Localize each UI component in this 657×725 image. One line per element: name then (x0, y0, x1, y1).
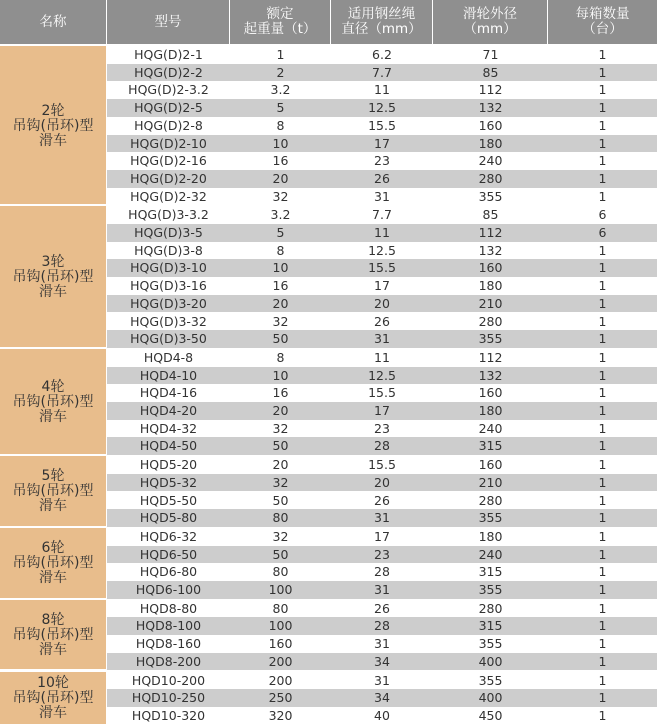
qty-per-box-cell: 1 (598, 672, 607, 688)
model-cell: HQG(D)2-1 (134, 47, 203, 62)
rated-load-cell: 80 (272, 600, 289, 616)
sheave-diameter-cell: 355 (478, 510, 503, 526)
rope-diameter-cell: 26 (374, 600, 390, 616)
rated-load-cell: 100 (268, 582, 293, 597)
rope-diameter-cell: 17 (374, 278, 390, 294)
model-cell: HQG(D)3-5 (134, 225, 203, 240)
rated-load-cell: 10 (272, 367, 289, 383)
model-cell: HQG(D)2-16 (130, 153, 207, 169)
sheave-diameter-cell: 315 (478, 618, 503, 634)
header-rope-diameter: 适用钢丝绳 直径（mm） (331, 0, 433, 45)
model-cell: HQD8-80 (139, 600, 198, 616)
model-cell: HQG(D)3-8 (134, 242, 203, 258)
rope-diameter-cell: 26 (374, 313, 390, 329)
rated-load-cell: 16 (272, 278, 289, 294)
rated-load-cell: 80 (272, 564, 289, 580)
model-cell: HQD10-250 (131, 690, 206, 706)
rope-diameter-cell: 31 (374, 510, 390, 526)
model-cell: HQG(D)3-32 (130, 313, 207, 329)
rated-load-cell: 20 (272, 295, 289, 311)
qty-per-box-cell: 1 (598, 600, 607, 616)
qty-per-box-cell: 1 (598, 135, 607, 151)
model-cell: HQG(D)2-32 (130, 188, 207, 204)
rated-load-cell: 5 (276, 100, 285, 116)
qty-per-box-cell: 1 (598, 117, 607, 133)
rated-load-cell: 50 (272, 438, 289, 454)
rated-load-cell: 2 (276, 64, 285, 80)
rope-diameter-cell: 17 (374, 403, 390, 418)
sheave-diameter-cell: 180 (478, 403, 503, 418)
sheave-diameter-cell: 400 (478, 653, 503, 669)
rated-load-cell: 3.2 (270, 82, 291, 98)
header-sheave-diameter: 滑轮外径 （mm） (433, 0, 548, 45)
qty-per-box-cell: 1 (598, 474, 607, 490)
model-cell: HQD10-200 (131, 672, 206, 688)
model-cell: HQD4-20 (139, 403, 198, 418)
qty-per-box-cell: 1 (598, 707, 607, 723)
sheave-diameter-cell: 112 (478, 82, 503, 98)
rope-diameter-cell: 26 (374, 170, 390, 186)
sheave-diameter-cell: 280 (478, 600, 503, 616)
rated-load-cell: 5 (276, 225, 285, 240)
sheave-diameter-cell: 315 (478, 438, 503, 454)
rope-diameter-cell: 40 (374, 707, 390, 723)
model-cell: HQD8-160 (135, 636, 202, 652)
rated-load-cell: 20 (272, 457, 289, 473)
rope-diameter-cell: 6.2 (372, 47, 392, 62)
rated-load-cell: 200 (268, 653, 293, 669)
rated-load-cell: 3.2 (270, 207, 291, 223)
model-cell: HQD8-200 (135, 653, 202, 669)
rope-diameter-cell: 15.5 (368, 385, 396, 401)
rope-diameter-cell: 11 (374, 349, 390, 365)
model-cell: HQG(D)3-16 (130, 278, 207, 294)
model-cell: HQD6-100 (135, 582, 202, 597)
sheave-diameter-cell: 180 (478, 528, 503, 544)
sheave-diameter-cell: 280 (478, 170, 503, 186)
rated-load-cell: 8 (276, 242, 285, 258)
rope-diameter-cell: 15.5 (368, 117, 396, 133)
model-cell: HQG(D)2-8 (134, 117, 203, 133)
model-cell: HQD5-20 (139, 457, 198, 473)
model-cell: HQD4-50 (139, 438, 198, 454)
qty-per-box-cell: 1 (598, 47, 607, 62)
qty-per-box-cell: 1 (598, 349, 607, 365)
qty-per-box-cell: 1 (598, 403, 607, 418)
qty-per-box-cell: 1 (598, 170, 607, 186)
qty-per-box-cell: 1 (598, 564, 607, 580)
sheave-diameter-cell: 355 (478, 582, 503, 597)
qty-per-box-cell: 1 (598, 420, 607, 436)
sheave-diameter-cell: 240 (478, 420, 503, 436)
rope-diameter-cell: 31 (374, 582, 390, 597)
qty-per-box-cell: 6 (598, 225, 607, 240)
header-model: 型号 (107, 0, 230, 45)
sheave-diameter-cell: 160 (478, 117, 503, 133)
rope-diameter-cell: 28 (374, 438, 390, 454)
model-cell: HQG(D)3-3.2 (128, 207, 209, 223)
model-cell: HQG(D)2-2 (134, 64, 203, 80)
qty-per-box-cell: 1 (598, 278, 607, 294)
rated-load-cell: 32 (272, 313, 289, 329)
rated-load-cell: 320 (268, 707, 293, 723)
sheave-diameter-cell: 180 (478, 278, 503, 294)
rated-load-cell: 32 (272, 528, 289, 544)
model-cell: HQG(D)2-10 (130, 135, 207, 151)
qty-per-box-cell: 1 (598, 367, 607, 383)
sheave-diameter-cell: 450 (478, 707, 503, 723)
qty-per-box-cell: 1 (598, 653, 607, 669)
model-cell: HQD5-50 (139, 492, 198, 508)
model-cell: HQD4-10 (139, 367, 198, 383)
qty-per-box-cell: 1 (598, 510, 607, 526)
rated-load-cell: 16 (272, 385, 289, 401)
sheave-diameter-cell: 315 (478, 564, 503, 580)
qty-per-box-cell: 1 (598, 242, 607, 258)
qty-per-box-cell: 1 (598, 438, 607, 454)
qty-per-box-cell: 1 (598, 528, 607, 544)
qty-per-box-cell: 1 (598, 153, 607, 169)
rope-diameter-cell: 15.5 (368, 260, 396, 276)
rated-load-cell: 20 (272, 403, 289, 418)
sheave-diameter-cell: 132 (478, 242, 503, 258)
rated-load-cell: 10 (272, 260, 289, 276)
model-cell: HQD4-32 (139, 420, 198, 436)
header-name: 名称 (0, 0, 107, 45)
sheave-diameter-cell: 280 (478, 492, 503, 508)
rated-load-cell: 20 (272, 170, 289, 186)
rope-diameter-cell: 31 (374, 672, 390, 688)
qty-per-box-cell: 1 (598, 492, 607, 508)
rope-diameter-cell: 28 (374, 564, 390, 580)
rated-load-cell: 50 (272, 492, 289, 508)
model-cell: HQD8-100 (135, 618, 202, 634)
sheave-diameter-cell: 240 (478, 546, 503, 562)
sheave-diameter-cell: 112 (478, 225, 503, 240)
qty-per-box-cell: 1 (598, 295, 607, 311)
sheave-diameter-cell: 280 (478, 313, 503, 329)
rated-load-cell: 100 (268, 618, 293, 634)
group-name-cell: 10轮 吊钩(吊环)型 滑车 (0, 672, 106, 724)
qty-per-box-cell: 1 (598, 313, 607, 329)
sheave-diameter-cell: 355 (478, 188, 503, 204)
sheave-diameter-cell: 240 (478, 153, 503, 169)
rope-diameter-cell: 23 (374, 153, 390, 169)
model-cell: HQG(D)2-5 (134, 100, 203, 116)
group-name-cell: 8轮 吊钩(吊环)型 滑车 (0, 600, 106, 670)
rope-diameter-cell: 34 (374, 653, 390, 669)
qty-per-box-cell: 1 (598, 100, 607, 116)
rope-diameter-cell: 15.5 (368, 457, 396, 473)
model-cell: HQG(D)3-50 (130, 331, 207, 347)
qty-per-box-cell: 1 (598, 331, 607, 347)
qty-per-box-cell: 1 (598, 618, 607, 634)
rope-diameter-cell: 11 (374, 82, 390, 98)
rope-diameter-cell: 34 (374, 690, 390, 706)
sheave-diameter-cell: 85 (482, 64, 499, 80)
qty-per-box-cell: 1 (598, 636, 607, 652)
model-cell: HQG(D)2-20 (130, 170, 207, 186)
rope-diameter-cell: 31 (374, 636, 390, 652)
sheave-diameter-cell: 355 (478, 672, 503, 688)
qty-per-box-cell: 1 (598, 690, 607, 706)
rated-load-cell: 50 (272, 331, 289, 347)
qty-per-box-cell: 1 (598, 64, 607, 80)
model-cell: HQD5-32 (139, 474, 198, 490)
rated-load-cell: 1 (276, 47, 285, 62)
model-cell: HQD4-16 (139, 385, 198, 401)
rope-diameter-cell: 23 (374, 420, 390, 436)
rated-load-cell: 50 (272, 546, 289, 562)
rated-load-cell: 8 (276, 349, 285, 365)
sheave-diameter-cell: 132 (478, 100, 503, 116)
sheave-diameter-cell: 400 (478, 690, 503, 706)
header-rated-load: 额定 起重量（t） (230, 0, 331, 45)
qty-per-box-cell: 6 (598, 207, 607, 223)
sheave-diameter-cell: 85 (482, 207, 499, 223)
rated-load-cell: 32 (272, 474, 289, 490)
qty-per-box-cell: 1 (598, 82, 607, 98)
qty-per-box-cell: 1 (598, 188, 607, 204)
group-name-cell: 4轮 吊钩(吊环)型 滑车 (0, 349, 106, 454)
sheave-diameter-cell: 210 (478, 474, 503, 490)
model-cell: HQD6-32 (139, 528, 198, 544)
rated-load-cell: 200 (268, 672, 293, 688)
rope-diameter-cell: 12.5 (368, 242, 396, 258)
rated-load-cell: 32 (272, 188, 289, 204)
rope-diameter-cell: 12.5 (368, 100, 396, 116)
rated-load-cell: 250 (268, 690, 293, 706)
sheave-diameter-cell: 160 (478, 385, 503, 401)
qty-per-box-cell: 1 (598, 582, 607, 597)
model-cell: HQD6-50 (139, 546, 198, 562)
rope-diameter-cell: 31 (374, 188, 390, 204)
rope-diameter-cell: 12.5 (368, 367, 396, 383)
rope-diameter-cell: 20 (374, 295, 390, 311)
rope-diameter-cell: 17 (374, 528, 390, 544)
rope-diameter-cell: 11 (374, 225, 390, 240)
qty-per-box-cell: 1 (598, 260, 607, 276)
sheave-diameter-cell: 355 (478, 636, 503, 652)
sheave-diameter-cell: 355 (478, 331, 503, 347)
group-name-cell: 3轮 吊钩(吊环)型 滑车 (0, 206, 106, 347)
rope-diameter-cell: 31 (374, 331, 390, 347)
rope-diameter-cell: 7.7 (372, 64, 392, 80)
qty-per-box-cell: 1 (598, 457, 607, 473)
rope-diameter-cell: 20 (374, 474, 390, 490)
model-cell: HQG(D)3-20 (130, 295, 207, 311)
group-name-cell: 6轮 吊钩(吊环)型 滑车 (0, 528, 106, 598)
sheave-diameter-cell: 180 (478, 135, 503, 151)
model-cell: HQG(D)2-3.2 (128, 82, 209, 98)
rated-load-cell: 8 (276, 117, 285, 133)
group-name-cell: 2轮 吊钩(吊环)型 滑车 (0, 46, 106, 204)
group-name-cell: 5轮 吊钩(吊环)型 滑车 (0, 456, 106, 526)
model-cell: HQD4-8 (143, 349, 194, 365)
sheave-diameter-cell: 160 (478, 260, 503, 276)
rope-diameter-cell: 7.7 (372, 207, 392, 223)
rope-diameter-cell: 26 (374, 492, 390, 508)
sheave-diameter-cell: 160 (478, 457, 503, 473)
qty-per-box-cell: 1 (598, 385, 607, 401)
model-cell: HQG(D)3-10 (130, 260, 207, 276)
rated-load-cell: 160 (268, 636, 293, 652)
model-cell: HQD5-80 (139, 510, 198, 526)
model-cell: HQD6-80 (139, 564, 198, 580)
rope-diameter-cell: 23 (374, 546, 390, 562)
sheave-diameter-cell: 112 (478, 349, 503, 365)
header-qty-per-box: 每箱数量 （台） (548, 0, 657, 45)
model-cell: HQD10-320 (131, 707, 206, 723)
rated-load-cell: 10 (272, 135, 289, 151)
rope-diameter-cell: 17 (374, 135, 390, 151)
sheave-diameter-cell: 71 (482, 47, 499, 62)
rated-load-cell: 80 (272, 510, 289, 526)
rated-load-cell: 32 (272, 420, 289, 436)
rated-load-cell: 16 (272, 153, 289, 169)
sheave-diameter-cell: 132 (478, 367, 503, 383)
qty-per-box-cell: 1 (598, 546, 607, 562)
rope-diameter-cell: 28 (374, 618, 390, 634)
sheave-diameter-cell: 210 (478, 295, 503, 311)
